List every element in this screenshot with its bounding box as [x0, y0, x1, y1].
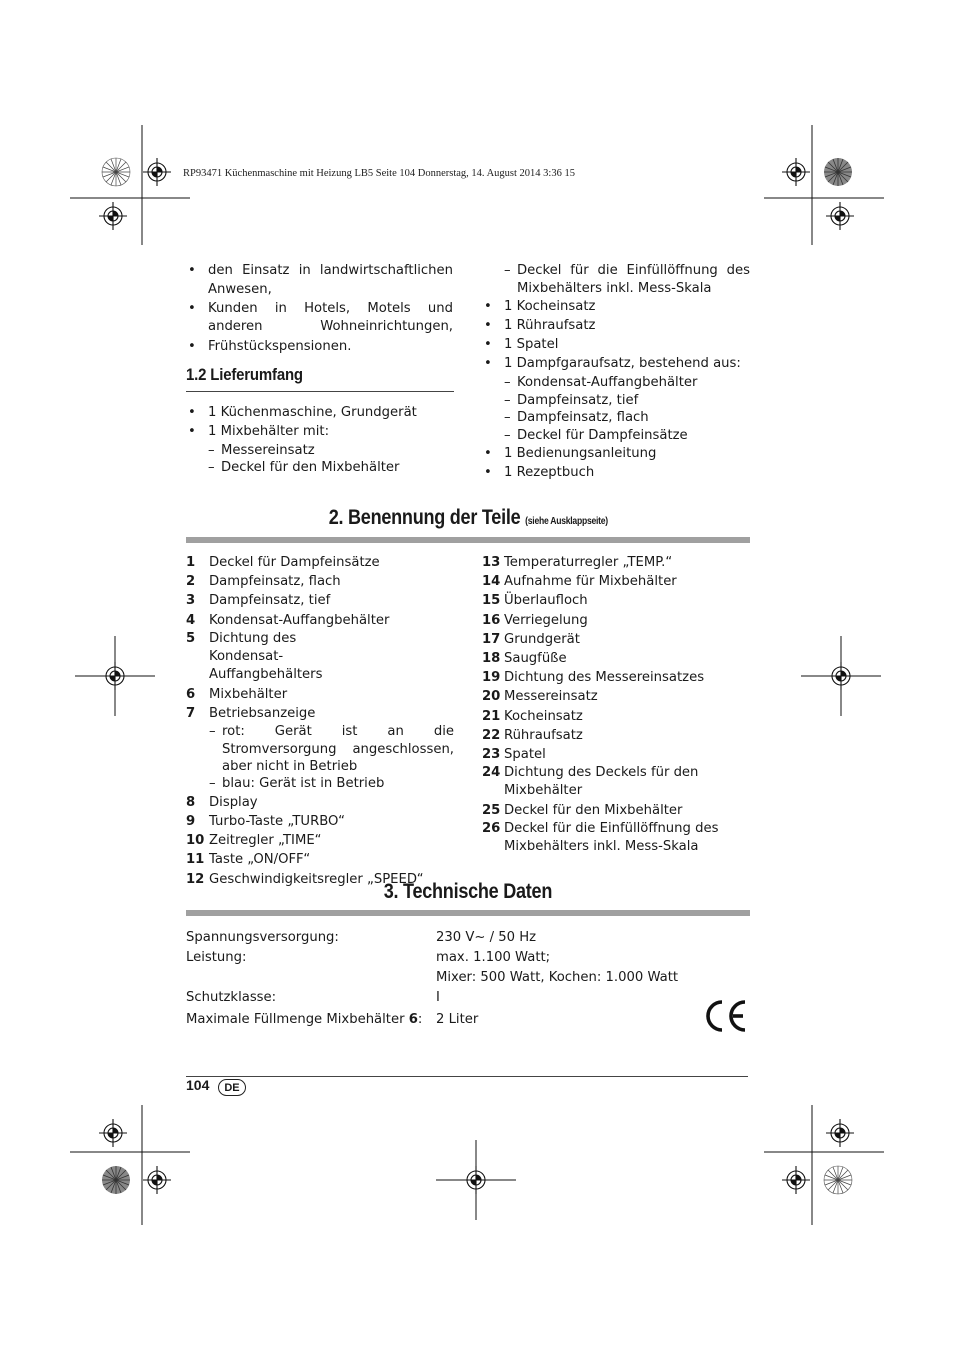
language-badge: DE — [218, 1079, 246, 1096]
part-item: 16 Verriegelung — [482, 612, 588, 628]
specs-heading-bar — [186, 910, 750, 916]
part-item: 18 Saugfüße — [482, 651, 567, 667]
ce-mark-icon — [703, 999, 747, 1033]
parts-heading-note: (siehe Ausklappseite) — [524, 516, 608, 527]
part-item: 11 Taste „ON/OFF“ — [186, 852, 311, 868]
part-item: 1 Deckel für Dampfeinsätze — [186, 555, 380, 570]
part-item: 24 Dichtung des Deckels für den Mixbehälter — [482, 765, 699, 799]
part-item: 22 Rühraufsatz — [482, 727, 583, 743]
list-item: • 1 Mixbehälter mit: – Messereinsatz – Deckel für den Mixbehälter — [186, 423, 454, 477]
sub-item-continued: – Deckel für die Einfüllöffnung des Mixbehälters inkl. Mess-Skala — [504, 263, 750, 296]
parts-list-left — [186, 553, 456, 889]
list-item: • Frühstückspensionen. — [188, 338, 352, 354]
sub-item: – Messereinsatz — [208, 442, 315, 458]
part-item: 14 Aufnahme für Mixbehälter — [482, 574, 677, 590]
specs-heading: 3. Technische Daten — [383, 880, 553, 903]
parts-list-right — [482, 553, 750, 856]
list-item: • 1 Küchenmaschine, Grundgerät — [188, 405, 417, 420]
print-slug-line: RP93471 Küchenmaschine mit Heizung LB5 Seite 104 Donnerstag, 14. August 2014 3:36 15 — [183, 168, 575, 179]
scope-list-left — [186, 404, 454, 478]
list-item: • 1 Rühraufsatz — [484, 317, 596, 333]
part-item: 23 Spatel — [482, 747, 546, 763]
sub-item: – Deckel für den Mixbehälter — [208, 460, 400, 476]
page-number: 104 — [186, 1077, 210, 1093]
list-item: • 1 Kocheinsatz — [484, 298, 596, 314]
usage-bullet-list — [186, 262, 454, 357]
parts-heading-wrap — [186, 506, 750, 530]
scope-list-right — [482, 262, 750, 483]
list-item: • 1 Spatel — [484, 337, 559, 353]
sub-item: – rot: Gerät ist an die Stromversorgung angeschlossen, aber nicht in Betrieb — [209, 724, 454, 775]
parts-heading-bar — [186, 537, 750, 543]
sub-item: – Dampfeinsatz, flach — [504, 410, 649, 426]
part-item: 3 Dampfeinsatz, tief — [186, 593, 331, 609]
sub-item — [482, 262, 750, 297]
sub-item: – Dampfeinsatz, tief — [504, 392, 639, 408]
part-item: 12 Geschwindigkeitsregler „SPEED“ — [186, 871, 424, 887]
heading-rule — [186, 391, 454, 392]
list-item: • 1 Bedienungsanleitung — [484, 445, 657, 461]
sub-item: – Kondensat-Auffangbehälter — [504, 374, 698, 390]
part-item: 5 Dichtung des Kondensat-Auffangbehälters — [186, 630, 323, 682]
sub-item: – blau: Gerät ist in Betrieb — [209, 776, 385, 792]
part-item: 9 Turbo-Taste „TURBO“ — [186, 814, 345, 830]
part-item: 17 Grundgerät — [482, 631, 580, 647]
part-item: 6 Mixbehälter — [186, 686, 288, 702]
list-item: • den Einsatz in landwirtschaftlichen Anwesen, — [188, 263, 453, 297]
parts-heading: 2. Benennung der Teile (siehe Ausklappseite) — [328, 506, 608, 529]
part-item: 4 Kondensat-Auffangbehälter — [186, 612, 390, 628]
svg-text:CE: CE — [703, 999, 705, 1000]
part-item: 2 Dampfeinsatz, flach — [186, 574, 341, 590]
section-heading-lieferumfang: 1.2 Lieferumfang — [186, 365, 303, 384]
list-item: • Kunden in Hotels, Motels und anderen Wohneinrichtungen, — [188, 300, 453, 335]
part-item: 7 Betriebsanzeige – rot: Gerät ist an die Stromversorgung angeschlossen, aber nicht in Betrieb – blau: Gerät ist in Betrieb — [186, 706, 454, 792]
specs-heading-wrap — [186, 880, 750, 904]
footer-rule — [186, 1076, 748, 1077]
sub-item: – Deckel für Dampfeinsätze — [504, 427, 688, 443]
part-item: 10 Zeitregler „TIME“ — [186, 833, 322, 849]
part-item: 21 Kocheinsatz — [482, 708, 583, 724]
part-item: 20 Messereinsatz — [482, 689, 598, 705]
part-item: 8 Display — [186, 794, 258, 810]
part-item: 26 Deckel für die Einfüllöffnung des Mixbehälters inkl. Mess-Skala — [482, 821, 719, 855]
list-item: • 1 Dampfgaraufsatz, bestehend aus: – Kondensat-Auffangbehälter – Dampfeinsatz, tief – Dampfeinsatz, flach – Deckel für Dampfeinsätze — [482, 355, 750, 444]
part-item: 15 Überlaufloch — [482, 593, 588, 609]
part-item: 13 Temperaturregler „TEMP.“ — [482, 555, 673, 570]
part-item: 19 Dichtung des Messereinsatzes — [482, 670, 705, 686]
part-item: 25 Deckel für den Mixbehälter — [482, 803, 683, 819]
list-item: • 1 Rezeptbuch — [484, 465, 595, 481]
